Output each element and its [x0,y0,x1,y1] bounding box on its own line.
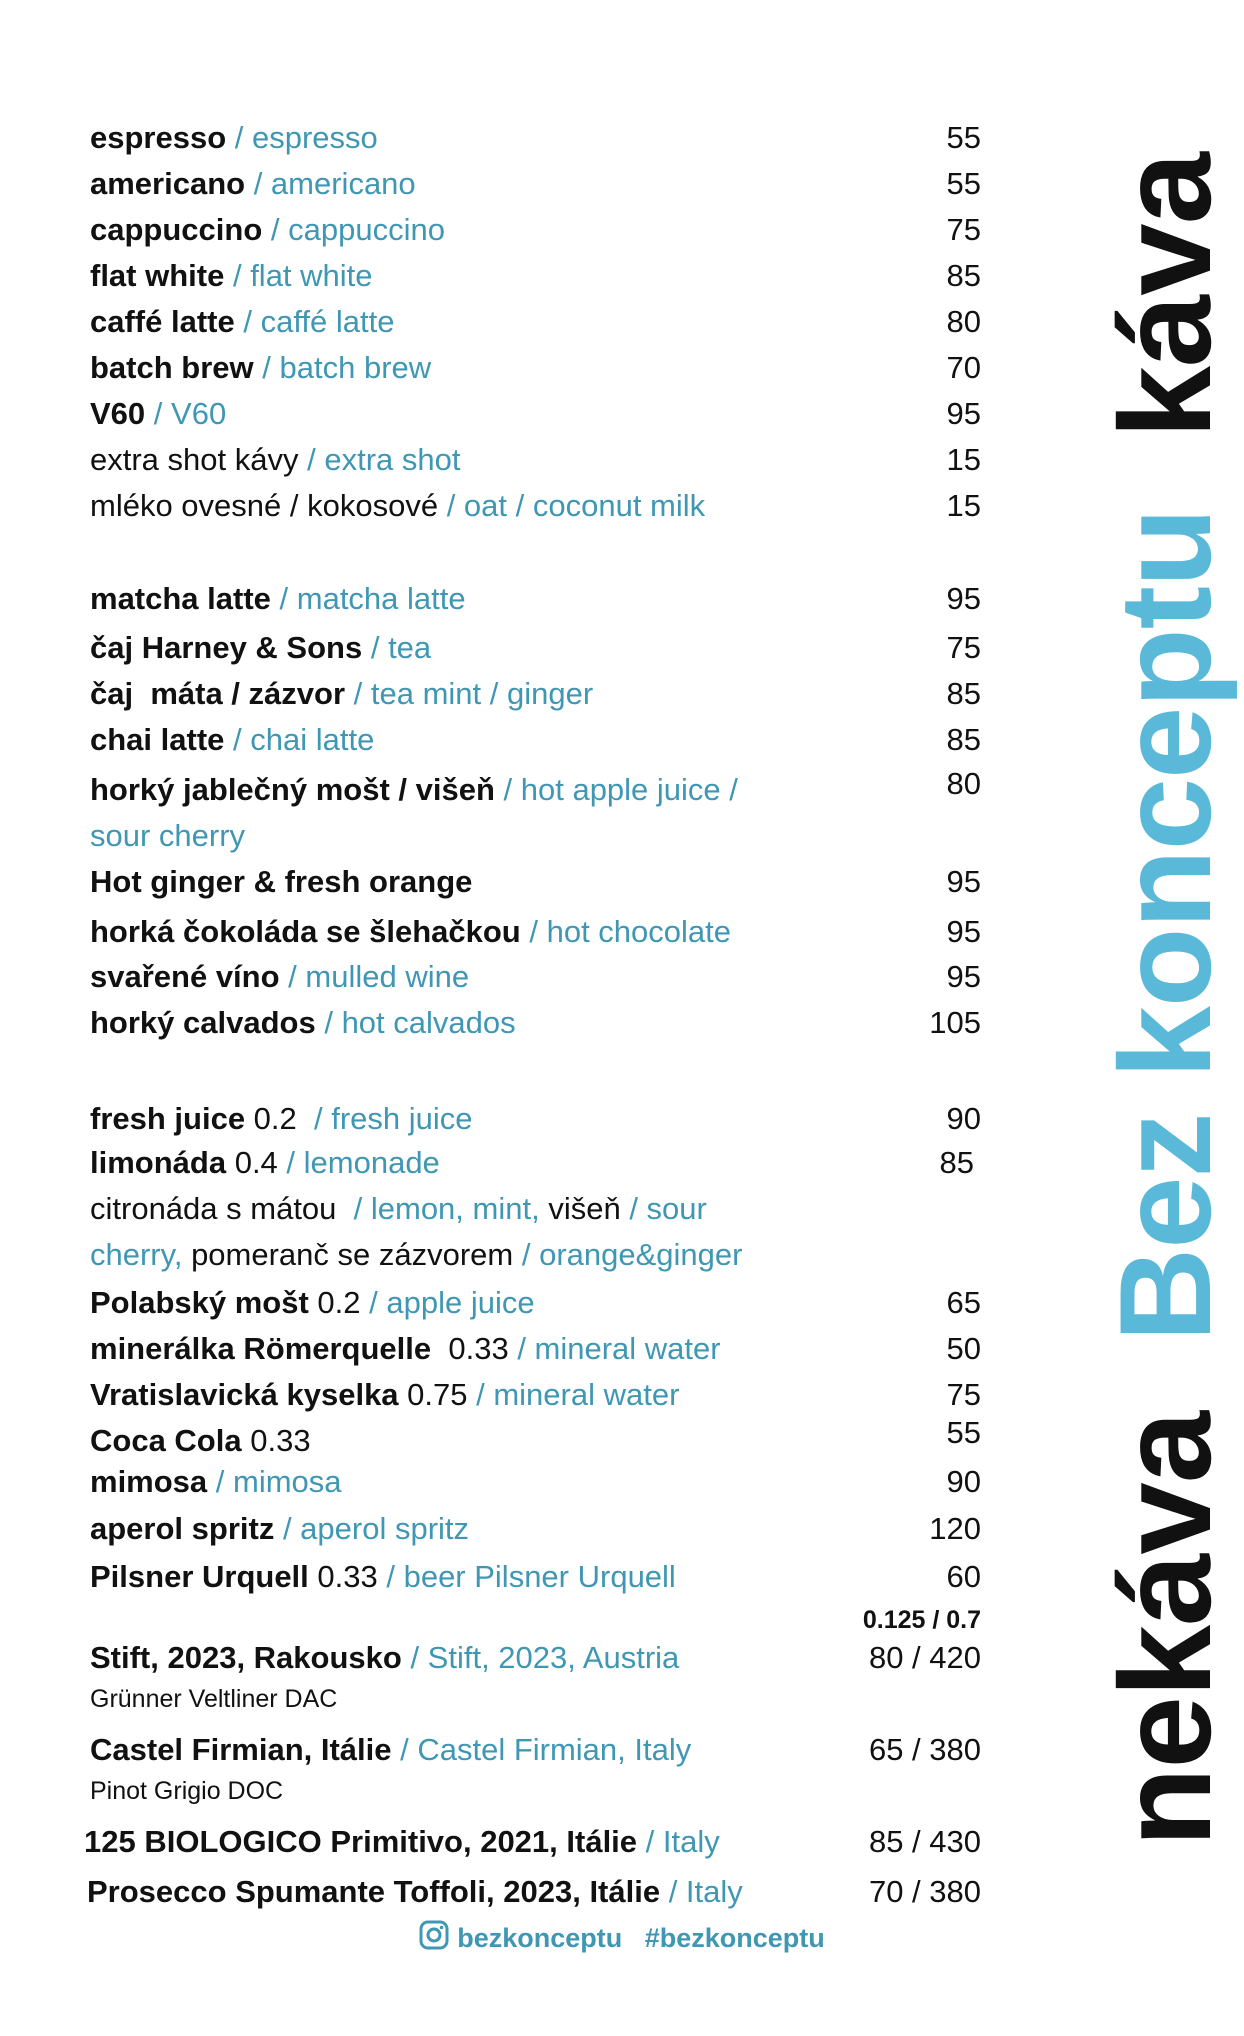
menu-row [0,1097,1244,1141]
menu-row [0,1728,1244,1772]
menu-row [0,346,1244,390]
menu-row [0,1555,1244,1599]
menu-row [0,1281,1244,1325]
menu-row [0,672,1244,716]
side-title-kava: káva [1092,153,1238,439]
item-name: chai latte [90,722,225,757]
wine-size-header: 0.125 / 0.7 [862,1606,981,1634]
social-footer [0,1920,1244,1957]
item-name: americano [90,166,246,201]
item-english: / batch brew [262,350,432,385]
menu-row [0,1187,1244,1231]
item-name: aperol spritz [90,1511,275,1546]
item-price: 85 [946,676,981,711]
item-name-extra: višeň [539,1191,621,1226]
item-english: / Stift, 2023, Austria [401,1640,680,1675]
item-volume: 0.33 [241,1423,311,1458]
menu-row [0,484,1244,528]
item-name: Pilsner Urquell [90,1559,309,1594]
item-english: / tea [370,630,432,665]
item-english-extra: / sour [620,1191,707,1226]
item-volume: 0.4 [226,1145,287,1180]
menu-row [0,626,1244,670]
item-english: / cappuccino [270,212,445,247]
item-price: 95 [946,396,981,431]
item-english: / mulled wine [288,959,470,994]
item-price: 95 [946,864,981,899]
menu-row [0,910,1244,954]
item-name: Hot ginger & fresh orange [90,864,473,899]
menu-row [0,300,1244,344]
menu-row [0,718,1244,762]
item-english: / matcha latte [279,581,466,616]
item-name: horká čokoláda se šlehačkou [90,914,521,949]
side-title-brand: Bez konceptu [1092,508,1238,1342]
instagram-handle[interactable]: bezkonceptu [457,1923,623,1953]
item-name: Stift, 2023, Rakousko [90,1640,402,1675]
menu-row [0,162,1244,206]
item-name: batch brew [90,350,254,385]
item-price: 105 [929,1005,981,1040]
instagram-icon [419,1920,449,1957]
menu-row [0,1870,1244,1914]
item-name: extra shot kávy [90,442,299,477]
item-price: 15 [946,442,981,477]
item-name: limonáda [90,1145,227,1180]
item-english: / tea mint / ginger [353,676,594,711]
item-volume: 0.75 [398,1377,477,1412]
item-english: / chai latte [233,722,375,757]
menu-row [0,254,1244,298]
item-volume: 0.33 [308,1559,387,1594]
item-continued [90,1233,742,1277]
item-english: / fresh juice [305,1101,473,1136]
item-price: 80 / 420 [868,1640,981,1675]
item-price: 85 [946,258,981,293]
item-price: 90 [946,1101,981,1136]
item-english: / Castel Firmian, Italy [391,1732,692,1767]
wine-variety: Grünner Veltliner DAC [90,1685,338,1713]
item-price: 15 [946,488,981,523]
item-english: / lemon, mint, [345,1191,540,1226]
item-name: horký calvados [90,1005,316,1040]
menu-row [0,1001,1244,1045]
hashtag: #bezkonceptu [644,1923,825,1953]
item-name: Castel Firmian, Itálie [90,1732,392,1767]
item-english: / apple juice [369,1285,535,1320]
item-english: / Italy [660,1874,743,1909]
item-english: / flat white [232,258,373,293]
menu-row [0,768,1244,812]
item-name: caffé latte [90,304,235,339]
menu-row [0,1636,1244,1680]
item-english: / mineral water [476,1377,680,1412]
item-english-continued: sour cherry [90,818,246,853]
item-price: 55 [946,120,981,155]
menu-row [0,577,1244,621]
item-name: citronáda s mátou [90,1191,346,1226]
item-name: cappuccino [90,212,263,247]
item-volume: 0.2 [245,1101,306,1136]
item-volume: 0.33 [439,1331,518,1366]
item-name: horký jablečný mošt / višeň [90,772,495,807]
item-price: 75 [946,630,981,665]
menu-row [0,392,1244,436]
menu-row [0,1460,1244,1504]
menu-row [0,438,1244,482]
item-name: Coca Cola [90,1423,242,1458]
item-name: Polabský mošt [90,1285,309,1320]
side-title-nekava: nekáva [1092,1411,1238,1847]
item-price: 75 [946,1377,981,1412]
item-price: 80 [946,766,981,801]
side-title [1092,153,1238,1847]
item-price: 70 / 380 [868,1874,981,1909]
item-price: 55 [946,1415,981,1450]
menu-row [0,860,1244,904]
item-price: 80 [946,304,981,339]
item-name: Prosecco Spumante Toffoli, 2023, Itálie [87,1874,661,1909]
menu-row [0,208,1244,252]
menu-row [0,1327,1244,1371]
menu-row [0,116,1244,160]
item-price: 120 [929,1511,981,1546]
item-english: / V60 [153,396,227,431]
item-name: fresh juice [90,1101,246,1136]
item-price: 55 [946,166,981,201]
menu-row [0,1507,1244,1551]
item-price: 90 [946,1464,981,1499]
item-english: / oat / coconut milk [446,488,706,523]
item-price: 65 / 380 [868,1732,981,1767]
menu-row [0,1820,1244,1864]
item-name: 125 BIOLOGICO Primitivo, 2021, Itálie [84,1824,638,1859]
menu-row [0,1141,1244,1185]
item-name-continued: pomeranč se zázvorem [182,1237,522,1272]
item-price: 60 [946,1559,981,1594]
item-price: 85 [939,1145,974,1180]
item-price: 50 [946,1331,981,1366]
item-name: mléko ovesné / kokosové [90,488,439,523]
item-name: svařené víno [90,959,280,994]
item-english-continued: cherry, [90,1237,183,1272]
item-price: 70 [946,350,981,385]
item-price: 95 [946,914,981,949]
item-english: / espresso [234,120,378,155]
item-english: / lemonade [286,1145,440,1180]
item-name: flat white [90,258,225,293]
item-price: 75 [946,212,981,247]
item-english-continued-2: / orange&ginger [521,1237,743,1272]
item-english: / aperol spritz [274,1511,470,1546]
item-english: / mineral water [517,1331,721,1366]
item-english: / hot apple juice / [503,772,738,807]
item-price: 95 [946,959,981,994]
item-name: espresso [90,120,227,155]
item-name: čaj Harney & Sons [90,630,363,665]
item-price: 65 [946,1285,981,1320]
item-price: 85 [946,722,981,757]
item-name: čaj máta / zázvor [90,676,346,711]
item-english: / mimosa [207,1464,342,1499]
item-english: / caffé latte [243,304,395,339]
menu-row [0,1373,1244,1417]
wine-variety: Pinot Grigio DOC [90,1777,284,1805]
item-name: matcha latte [90,581,271,616]
item-english: / extra shot [307,442,461,477]
item-english: / americano [253,166,416,201]
item-english: / hot calvados [324,1005,516,1040]
item-english: / hot chocolate [529,914,732,949]
menu-row [0,955,1244,999]
item-english: / beer Pilsner Urquell [386,1559,676,1594]
item-english: / Italy [637,1824,720,1859]
item-name: V60 [90,396,146,431]
item-price: 85 / 430 [868,1824,981,1859]
item-name: minerálka Römerquelle [90,1331,440,1366]
menu-row [0,1415,1244,1463]
item-volume: 0.2 [308,1285,370,1320]
item-price: 95 [946,581,981,616]
item-name: Vratislavická kyselka [90,1377,399,1412]
item-name: mimosa [90,1464,208,1499]
